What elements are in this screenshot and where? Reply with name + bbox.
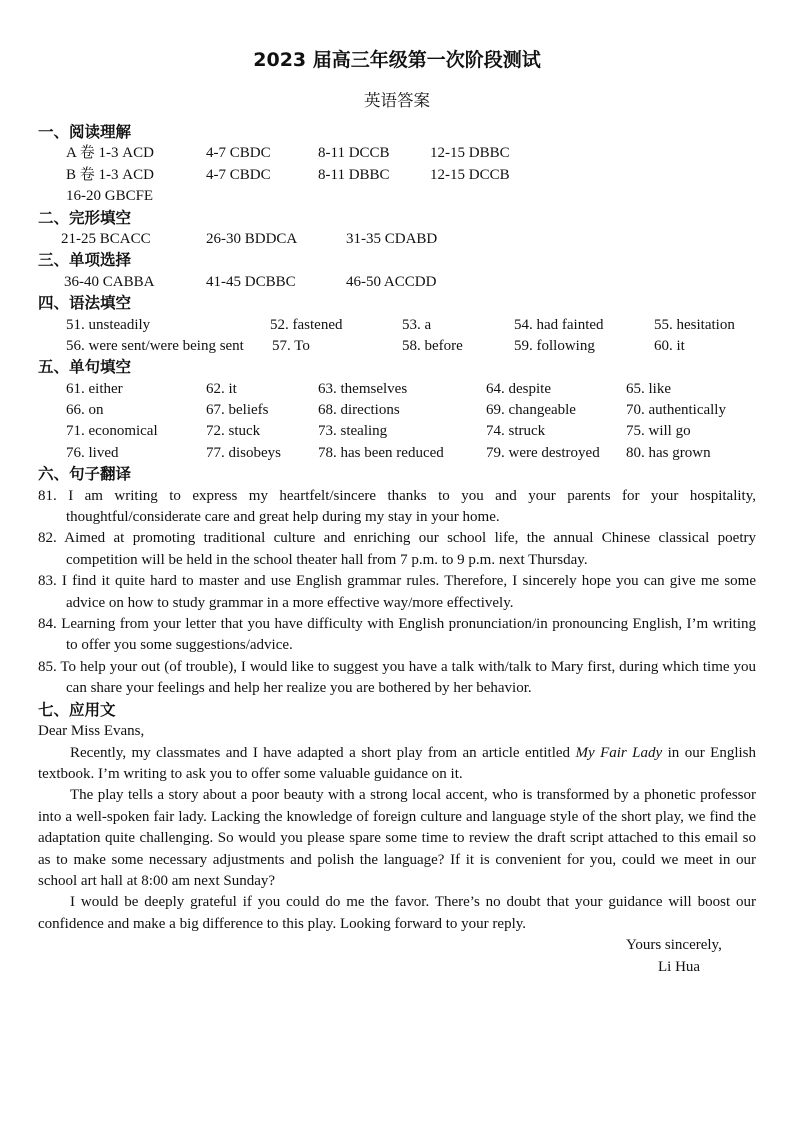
answer-cell: 70. authentically xyxy=(626,402,726,419)
letter-text: in our English textbook. I’m writing to ask you to offer some valuable guidance on it. xyxy=(38,744,757,782)
answer-row xyxy=(38,165,756,186)
answer-cell: 8-11 DCCB xyxy=(318,145,390,162)
answer-cell: 75. will go xyxy=(626,423,691,440)
answer-cell: 46-50 ACCDD xyxy=(346,273,437,290)
answer-cell: 63. themselves xyxy=(318,380,408,397)
answer-cell: 80. has grown xyxy=(626,444,711,461)
answer-cell: 12-15 DBBC xyxy=(430,145,510,162)
answer-cell: 77. disobeys xyxy=(206,444,281,461)
letter-closing: Yours sincerely, xyxy=(626,937,722,954)
section-heading-choice: 三、单项选择 xyxy=(38,251,132,270)
answer-cell: 76. lived xyxy=(66,444,119,461)
section-heading-cloze: 二、完形填空 xyxy=(38,208,132,227)
letter-paragraph: The play tells a story about a poor beauty with a strong local accent, who is transformed by a phonetic professor into a well-spoken fair lady. Lacking the knowledge of foreign culture and language style of the short play, we find the adaptation quite challenging. So would you please spare some time to review the draft script attached to this email so as to make some necessary adjustments and polish the language? If it is convenient for you, could we meet in our school art hall at 8:00 am next Sunday? xyxy=(38,787,756,889)
answer-cell: 62. it xyxy=(206,380,237,397)
answer-cell: 21-25 BCACC xyxy=(61,230,151,247)
page-title: 2023 届高三年级第一次阶段测试 xyxy=(253,49,541,71)
answer-cell: 55. hesitation xyxy=(654,316,735,333)
answer-row xyxy=(38,443,756,464)
answer-cell: 66. on xyxy=(66,402,104,419)
answer-cell: 8-11 DBBC xyxy=(318,166,390,183)
answer-cell: 60. it xyxy=(654,337,685,354)
answer-cell: 78. has been reduced xyxy=(318,444,444,461)
answer-cell: 53. a xyxy=(402,316,432,333)
answer-cell: 54. had fainted xyxy=(514,316,604,333)
translation-item: 83. I find it quite hard to master and use English grammar rules. Therefore, I sincerely hope you can give me some advice on how to study grammar in a more effective way/more effectively. xyxy=(38,573,756,611)
answer-cell: 69. changeable xyxy=(486,402,576,419)
answer-cell: 59. following xyxy=(514,337,595,354)
answer-cell: 64. despite xyxy=(486,380,551,397)
answer-cell: 79. were destroyed xyxy=(486,444,600,461)
answer-cell: 61. either xyxy=(66,380,123,397)
letter-paragraph xyxy=(38,743,756,786)
answer-row xyxy=(38,421,756,442)
letter-text: Recently, my classmates and I have adapted a short play from an article entitled xyxy=(70,744,576,761)
answer-cell: 67. beliefs xyxy=(206,402,269,419)
translation-list xyxy=(38,486,756,700)
answer-row xyxy=(38,272,756,293)
answer-cell: 68. directions xyxy=(318,402,400,419)
answer-cell: 4-7 CBDC xyxy=(206,166,271,183)
answer-cell: 4-7 CBDC xyxy=(206,145,271,162)
answer-cell: 12-15 DCCB xyxy=(430,166,510,183)
answer-cell: A 卷 1-3 ACD xyxy=(66,145,154,162)
answer-row xyxy=(38,400,756,421)
answer-row xyxy=(38,143,756,164)
letter-salutation: Dear Miss Evans, xyxy=(38,723,145,740)
answer-cell: 73. stealing xyxy=(318,423,388,440)
section-heading-translation: 六、句子翻译 xyxy=(38,465,132,484)
page-subtitle: 英语答案 xyxy=(364,91,430,110)
translation-item: 85. To help your out (of trouble), I would like to suggest you have a talk with/talk to Mary first, during which time you can share your feelings and help her realize you are bothered by her behavior. xyxy=(38,658,756,697)
translation-item: 82. Aimed at promoting traditional culture and enriching our school life, the annual Chinese classical poetry competition will be held in the school theater hall from 7 p.m. to 9 p.m. next Thursday. xyxy=(38,530,756,568)
answer-cell: 57. To xyxy=(272,337,310,354)
answer-cell: 36-40 CABBA xyxy=(64,273,155,290)
answer-cell: 16-20 GBCFE xyxy=(66,188,154,205)
answer-row xyxy=(38,336,756,357)
answer-cell: 58. before xyxy=(402,337,463,354)
letter-closing-line xyxy=(38,935,756,956)
answer-body xyxy=(38,122,756,978)
letter-signature: Li Hua xyxy=(658,958,701,975)
letter-article-title: My Fair Lady xyxy=(575,744,663,761)
answer-cell: 74. struck xyxy=(486,423,546,440)
section-heading-writing: 七、应用文 xyxy=(38,700,116,719)
answer-row xyxy=(38,186,756,207)
letter-signature-line xyxy=(38,957,756,978)
sample-letter xyxy=(38,721,756,978)
answer-cell: 52. fastened xyxy=(270,316,343,333)
answer-cell: 31-35 CDABD xyxy=(346,230,438,247)
letter-paragraph: I would be deeply grateful if you could do me the favor. There’s no doubt that your guidance will boost our confidence and make a big difference to this play. Looking forward to your reply. xyxy=(38,894,756,932)
answer-cell: 65. like xyxy=(626,380,671,397)
translation-item: 81. I am writing to express my heartfelt/sincere thanks to you and your parents for your hospitality, thoughtful/considerate care and great help during my stay in your home. xyxy=(38,487,756,526)
answer-cell: 71. economical xyxy=(66,423,158,440)
answer-cell: B 卷 1-3 ACD xyxy=(66,166,154,183)
section-heading-reading: 一、阅读理解 xyxy=(38,123,132,141)
section-heading-sentence: 五、单句填空 xyxy=(38,358,132,377)
answer-cell: 51. unsteadily xyxy=(66,316,151,333)
answer-cell: 41-45 DCBBC xyxy=(206,273,296,290)
translation-item: 84. Learning from your letter that you have difficulty with English pronunciation/in pronouncing English, I’m writing to offer you some suggestions/advice. xyxy=(38,616,756,654)
answer-row xyxy=(38,379,756,400)
answer-cell: 72. stuck xyxy=(206,423,261,440)
answer-cell: 56. were sent/were being sent xyxy=(66,337,244,354)
answer-cell: 26-30 BDDCA xyxy=(206,230,298,247)
answer-row xyxy=(38,315,756,336)
section-heading-grammar: 四、语法填空 xyxy=(38,294,132,313)
answer-row xyxy=(38,229,756,250)
